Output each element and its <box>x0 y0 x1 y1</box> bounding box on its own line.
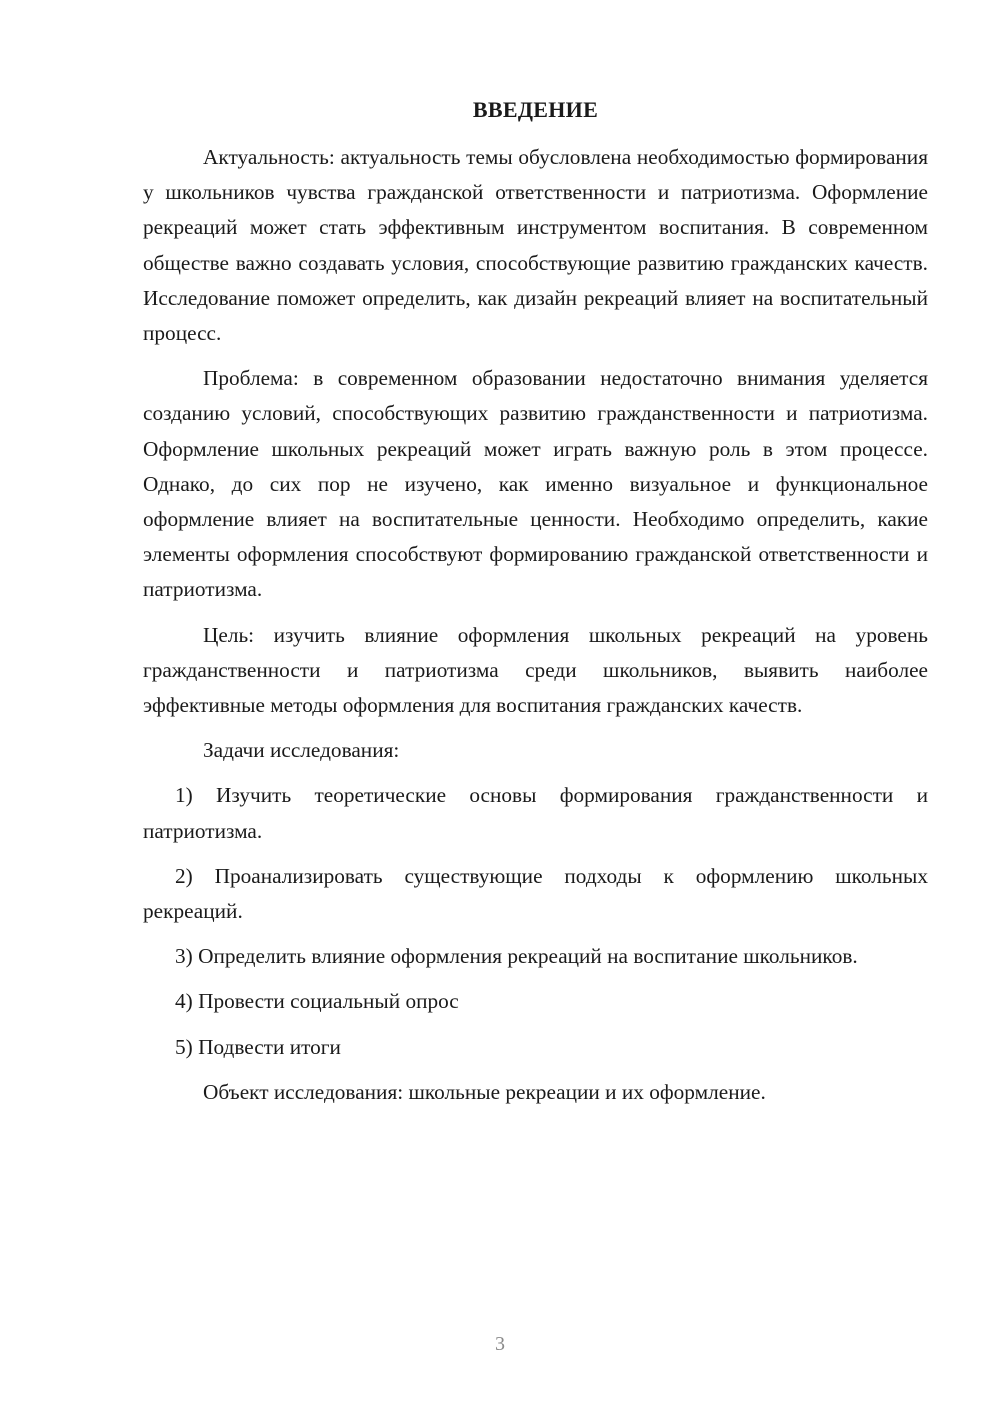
task-item-4: 4) Провести социальный опрос <box>175 989 459 1014</box>
task-item-5: 5) Подвести итоги <box>175 1034 341 1059</box>
task-item-3: 3) Определить влияние оформления рекреаций на воспитание школьников. <box>175 944 858 969</box>
problem-paragraph: Проблема: в современном образовании недостаточно внимания уделяется созданию условий, способствующих развитию гражданственности и патриотизма. Оформление школьных рекреаций может играть важную роль в этом процессе. Однако, до сих пор не изучено, как именно визуальное и функциональное оформление влияет на воспитательные ценности. Необходимо определить, какие элементы оформления способствуют формированию гражданской ответственности и патриотизма. <box>143 366 928 602</box>
goal-paragraph: Цель: изучить влияние оформления школьных рекреаций на уровень гражданственности и патриотизма среди школьников, выявить наиболее эффективные методы оформления для воспитания гражданских качеств. <box>143 622 928 718</box>
document-page <box>143 96 928 1120</box>
tasks-heading: Задачи исследования: <box>203 738 400 763</box>
section-title: ВВЕДЕНИЕ <box>472 97 599 122</box>
task-item-1: 1) Изучить теоретические основы формирования гражданственности и патриотизма. <box>143 783 928 843</box>
page-number: 3 <box>495 1333 505 1355</box>
task-item-2: 2) Проанализировать существующие подходы к оформлению школьных рекреаций. <box>143 863 928 924</box>
relevance-paragraph: Актуальность: актуальность темы обусловлена необходимостью формирования у школьников чувства гражданской ответственности и патриотизма. Оформление рекреаций может стать эффективным инструментом воспитания. В современном обществе важно создавать условия, способствующие развитию гражданских качеств. Исследование поможет определить, как дизайн рекреаций влияет на воспитательный процесс. <box>143 145 928 346</box>
object-paragraph: Объект исследования: школьные рекреации и их оформление. <box>203 1079 766 1104</box>
